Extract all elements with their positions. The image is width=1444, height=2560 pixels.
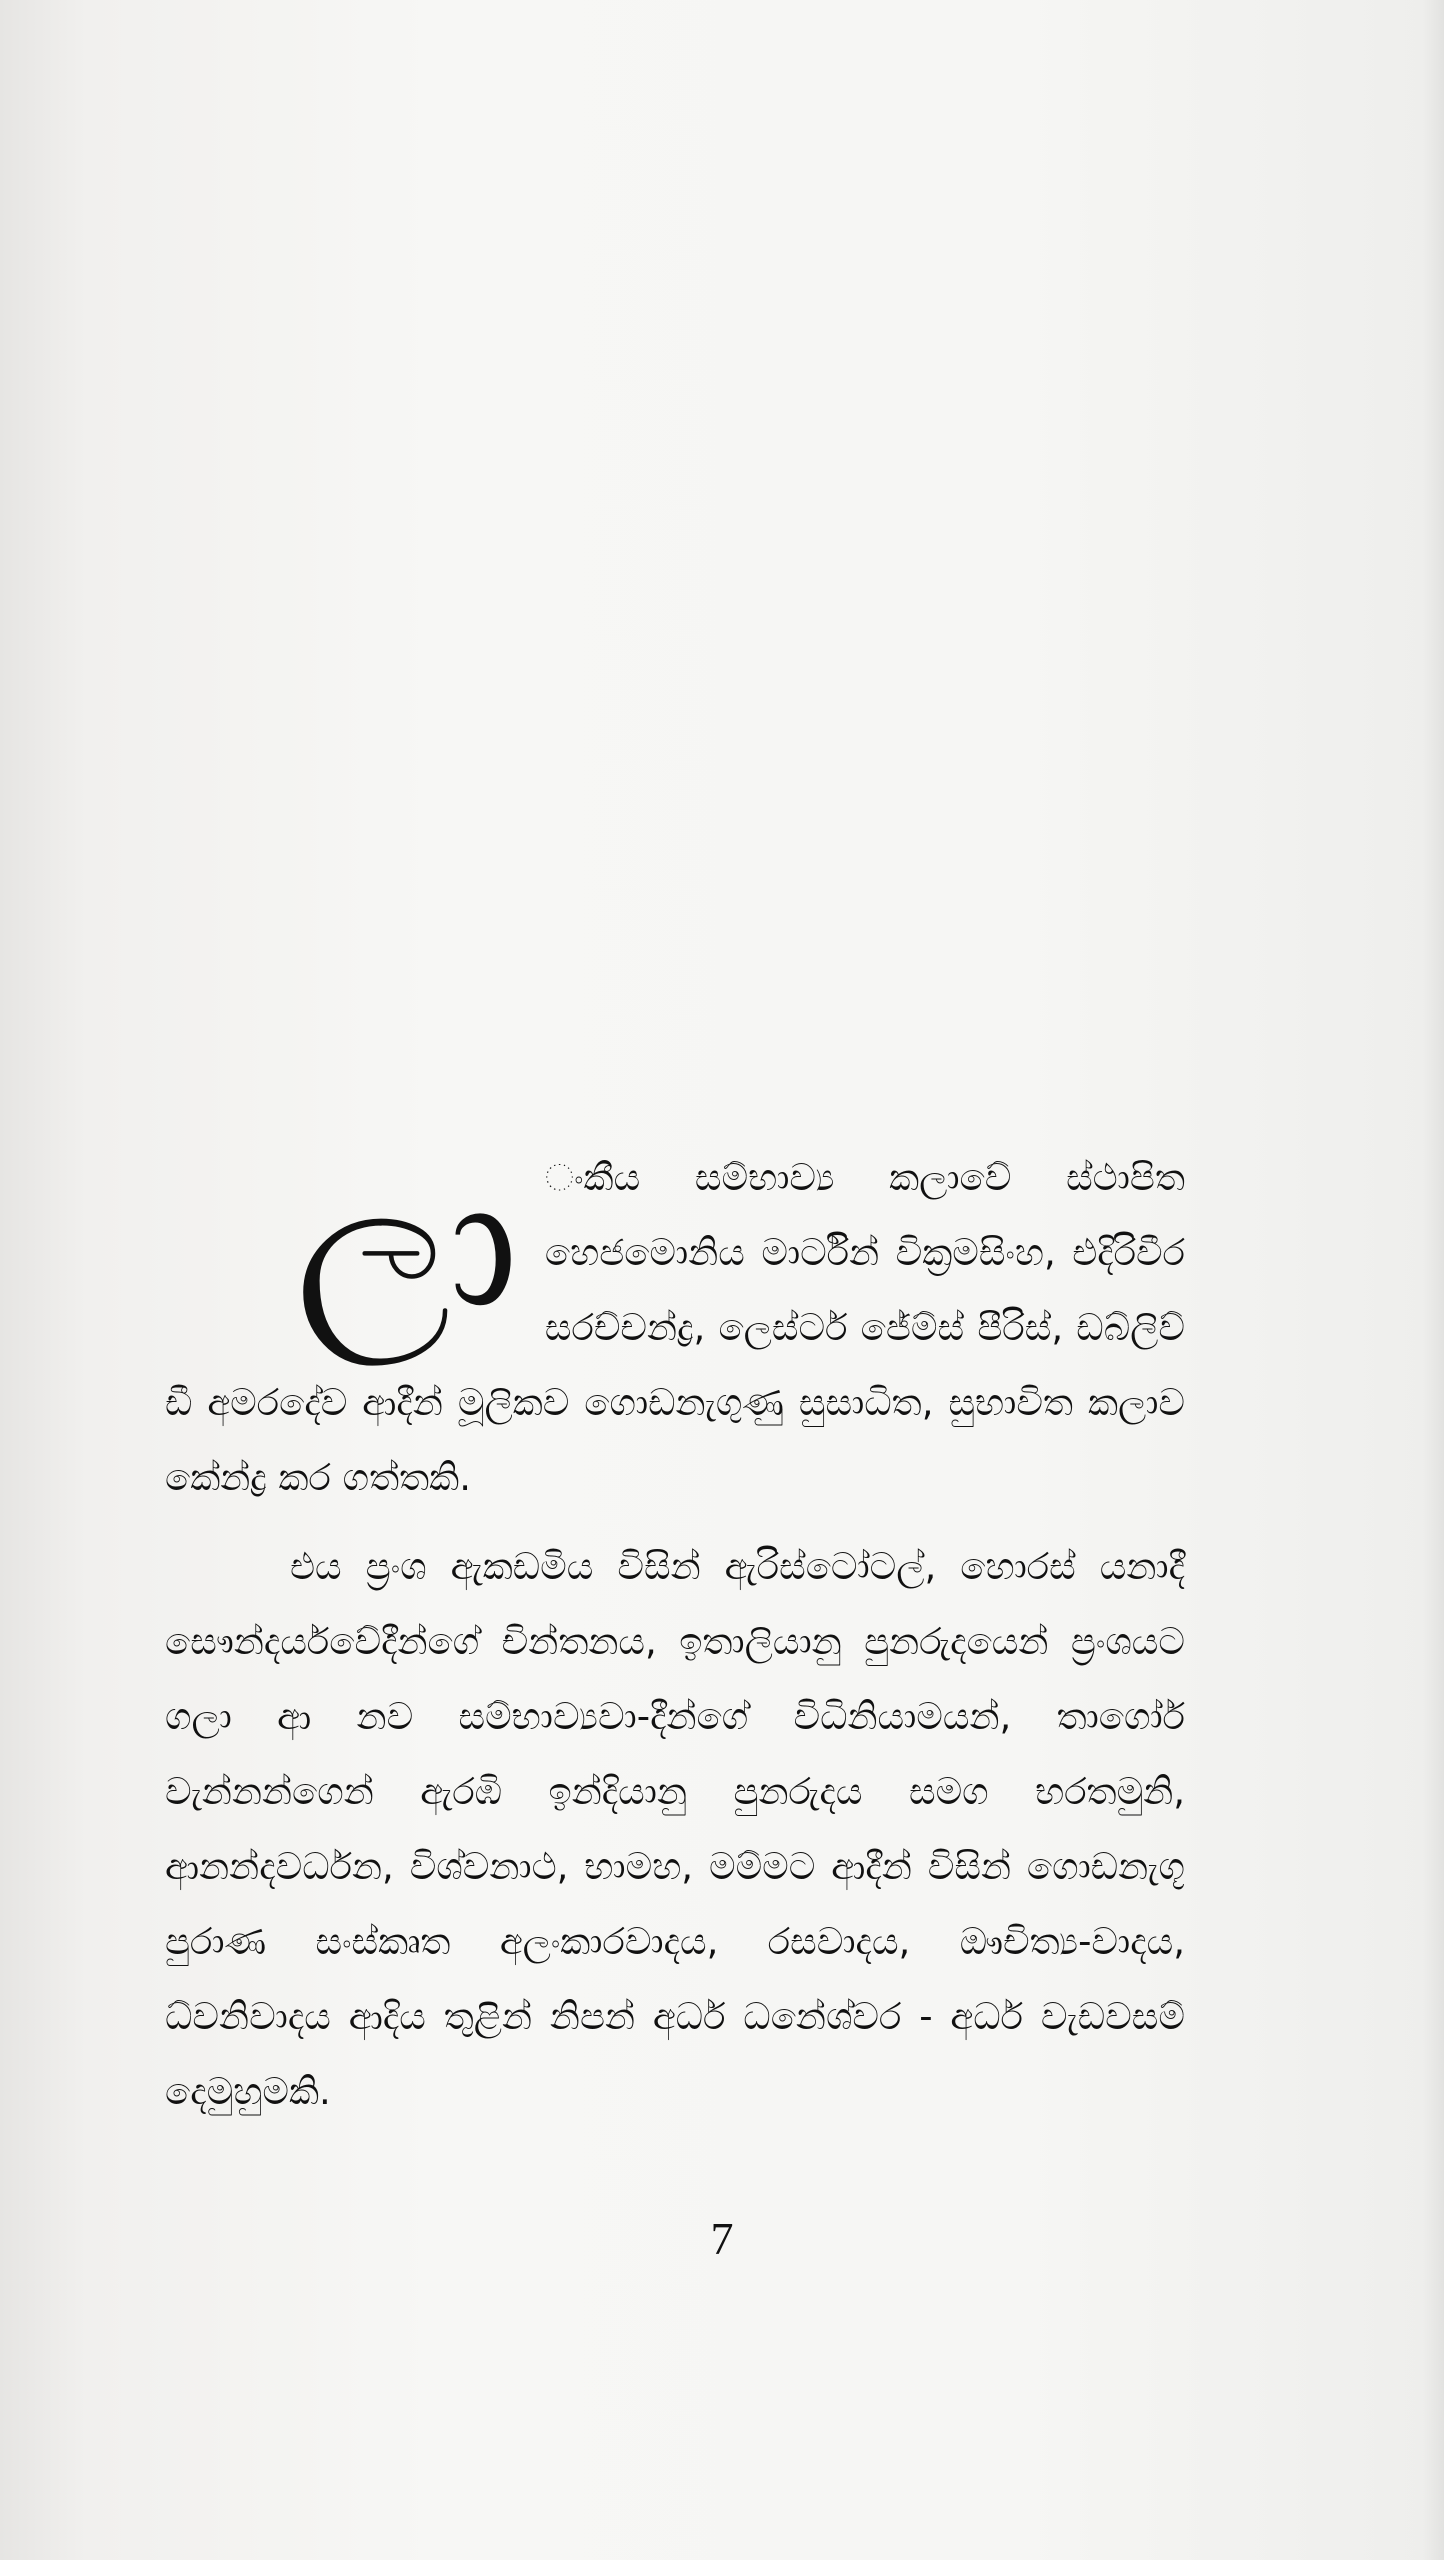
body-text bbox=[165, 1125, 1185, 2129]
drop-cap: ලා bbox=[295, 1125, 519, 1363]
page-number: 7 bbox=[710, 2213, 734, 2264]
paragraph-2-text: එය ප්‍රංශ ඇකඩමිය විසින් ඇරිස්ටෝටල්, හොරස් යනාදී සෞන්දර්යවේදීන්ගේ චින්තනය, ඉතාලියානු පුනරුදයෙන් ප්‍රංශයට ගලා ආ නව සම්භාව්‍යවා-දීන්ගේ විධිනියාමයන්, තාගෝර් වැන්නන්ගෙන් ඇරඹි ඉන්දියානු පුනරුදය සමග භරතමුනි, ආනන්දවර්ධන, විශ්වනාථ, භාමහ, මම්මට ආදීන් විසින් ගොඩනැගූ පුරාණ සංස්කෘත අලංකාරවාදය, රසවාදය, ඖචිත්‍ය-වාදය, ධ්වනිවාදය ආදිය තුළින් නිපන් අර්ධ ධනේශ්වර - අර්ධ වැඩවසම් දෙමුහුමකි. bbox=[165, 1545, 1185, 2113]
page-edge-shadow bbox=[1422, 0, 1444, 2560]
paragraph-1-text: ංකීය සම්භාව්‍ය කලාවේ ස්ථාපිත හෙජමොනිය මාර්ටින් වික්‍රමසිංහ, එදිරිවීර සරච්චන්ද්‍ර, ලෙස්ටර් ජේම්ස් පීරිස්, ඩබ්ලිව් ඩී අමරදේව ආදීන් මූලිකව ගොඩනැගුණු සුසාධිත, සුභාවිත කලාව කේන්ද්‍ර කර ගත්තකි. bbox=[165, 1156, 1185, 1499]
paragraph-1 bbox=[165, 1125, 1185, 1515]
bleed-through-text-top bbox=[165, 210, 1185, 870]
paragraph-2 bbox=[165, 1529, 1185, 2129]
